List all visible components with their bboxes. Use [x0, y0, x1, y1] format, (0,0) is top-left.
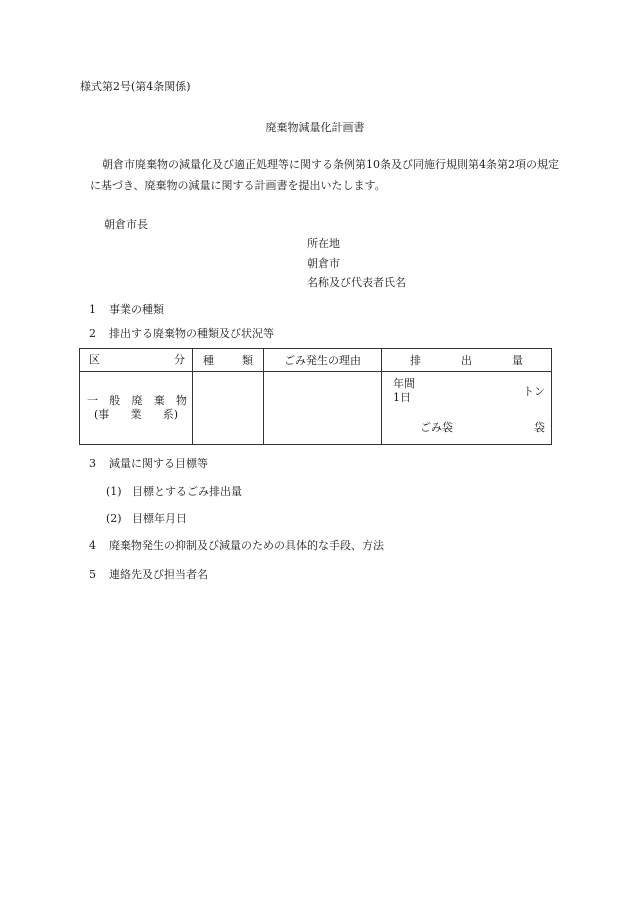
subsection-label: 目標とするごみ排出量: [132, 485, 242, 498]
cell-reason[interactable]: [264, 372, 382, 445]
category-sub-char: 業: [130, 408, 142, 421]
document-title: 廃棄物減量化計画書: [265, 121, 365, 134]
section-number: 2: [89, 327, 96, 340]
header-amount-char: 出: [461, 353, 472, 367]
category-char: 物: [176, 394, 187, 407]
section-4: [89, 540, 384, 551]
header-kubun-char: 区: [89, 353, 100, 366]
section-2: [89, 328, 274, 339]
section-label: 排出する廃棄物の種類及び状況等: [109, 327, 274, 340]
section-label: 連絡先及び担当者名: [109, 568, 208, 581]
applicant-address-label: 所在地: [307, 237, 340, 250]
bag-label: ごみ袋: [420, 421, 453, 434]
subsection-label: 目標年月日: [132, 512, 187, 525]
section-number: 1: [89, 303, 96, 316]
category-sub-char: 系): [162, 408, 178, 421]
section-1: [89, 304, 164, 315]
section-label: 事業の種類: [109, 303, 164, 316]
section-label: 廃棄物発生の抑制及び減量のための具体的な手段、方法: [109, 539, 384, 552]
applicant-name-label: 名称及び代表者氏名: [307, 276, 406, 289]
header-amount-char: 量: [512, 353, 523, 367]
category-char: 廃: [131, 394, 143, 407]
table-row: [80, 372, 552, 445]
form-number: 様式第2号(第4条関係): [80, 80, 191, 93]
period-day: 1日: [393, 391, 411, 404]
waste-table: [79, 348, 552, 445]
category-char: 般: [109, 394, 121, 407]
subsection-2: [106, 513, 187, 524]
subsection-1: [106, 486, 242, 497]
section-number: 3: [89, 457, 96, 470]
category-sub: [94, 409, 178, 420]
period-year: 年間: [393, 377, 415, 390]
subsection-number: (1): [106, 485, 122, 498]
cell-category: [80, 372, 193, 445]
addressee: 朝倉市長: [104, 218, 148, 231]
section-number: 5: [89, 568, 96, 581]
section-5: [89, 569, 208, 580]
table-header-row: [80, 349, 552, 372]
header-type-char: 種: [203, 353, 214, 367]
applicant-block: [307, 238, 406, 297]
cell-amount[interactable]: [382, 372, 552, 445]
category-char: 棄: [153, 394, 165, 407]
category-char: 一: [87, 394, 98, 407]
cell-type[interactable]: [193, 372, 264, 445]
header-type-char: 類: [242, 353, 253, 367]
header-type: [193, 349, 264, 372]
header-amount-char: 排: [410, 353, 421, 367]
section-3: [89, 458, 208, 469]
category-main: [87, 395, 187, 406]
category-sub-char: (事: [94, 408, 110, 421]
header-reason: ごみ発生の理由: [264, 349, 382, 372]
applicant-city: 朝倉市: [307, 256, 340, 270]
unit-bag: 袋: [534, 421, 545, 434]
section-number: 4: [89, 539, 96, 552]
header-kubun: [80, 349, 193, 372]
subsection-number: (2): [106, 512, 122, 525]
header-amount: [382, 349, 552, 372]
unit-ton: トン: [523, 385, 545, 398]
intro-paragraph: 朝倉市廃棄物の減量化及び適正処理等に関する条例第10条及び同施行規則第4条第2項の規定に基づき、廃棄物の減量に関する計画書を提出いたします。: [90, 158, 559, 192]
section-label: 減量に関する目標等: [109, 457, 208, 470]
header-kubun-char: 分: [174, 353, 185, 366]
